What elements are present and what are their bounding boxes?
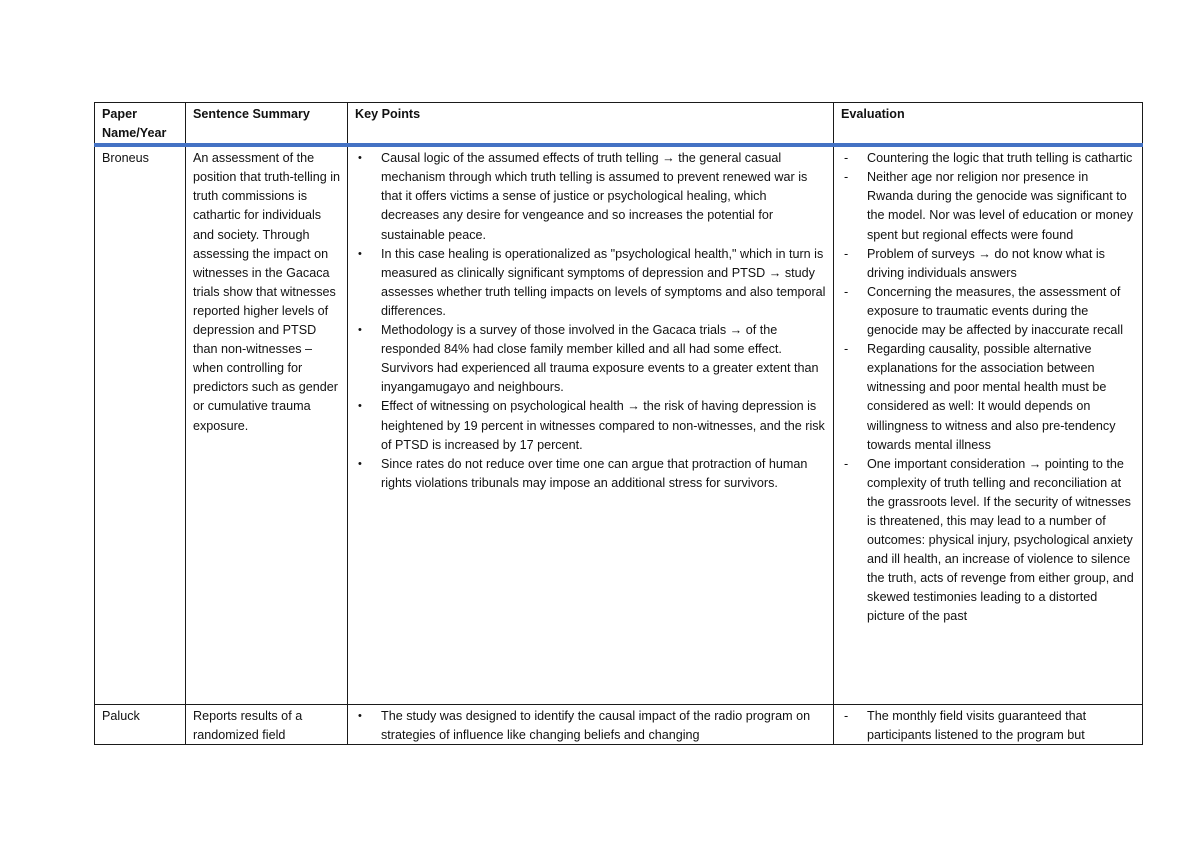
key-points-cell	[348, 145, 834, 705]
table-row	[95, 705, 1143, 745]
dash-icon: -	[844, 709, 849, 724]
evaluation-list	[841, 149, 1135, 626]
list-item	[355, 455, 826, 493]
dash-icon: -	[844, 342, 849, 357]
evaluation-clip	[841, 707, 1135, 744]
header-sentence-summary: Sentence Summary	[186, 103, 348, 146]
evaluation-text: The monthly field visits guaranteed that participants listened to the program but	[867, 709, 1087, 743]
header-evaluation: Evaluation	[834, 103, 1143, 146]
list-item	[355, 245, 826, 321]
list-item	[841, 149, 1135, 168]
paper-name-cell: Broneus	[95, 145, 186, 705]
summary-text: An assessment of the position that truth-telling in truth commissions is cathartic for individuals and society. Through assessing the impact on witnesses in the Gacaca trials show that witnesses reported higher levels of depression and PTSD than non-witnesses – when controlling for predictors such as gender or cumulative trauma exposure.	[193, 151, 341, 433]
evaluation-text: One important consideration → pointing to the complexity of truth telling and reconciliation at the grassroots level. If the security of witnesses is threatened, this may lead to a number of outcomes: physical injury, psychological anxiety and ill health, an increase of violence to silence the truth, acts of revenge from either group, and skewed testimonies leading to a distorted picture of the past	[867, 456, 1134, 624]
key-points-clip	[355, 707, 826, 744]
header-row	[95, 103, 1143, 146]
evaluation-cell	[834, 145, 1143, 705]
list-item	[355, 321, 826, 397]
key-point-text: In this case healing is operationalized as "psychological health," which in turn is measured as clinically significant symptoms of depression and PTSD → study assesses whether truth telling impacts on levels of symptoms and also temporal differences.	[381, 246, 826, 318]
key-point-text: The study was designed to identify the causal impact of the radio program on strategies of influence like changing beliefs and changing	[381, 709, 811, 743]
table-row	[95, 145, 1143, 705]
evaluation-text: Concerning the measures, the assessment of exposure to traumatic events during the genocide may be affected by inaccurate recall	[867, 284, 1123, 338]
dash-icon: -	[844, 151, 849, 166]
list-item	[841, 245, 1135, 283]
key-points-list	[355, 707, 826, 744]
evaluation-text: Countering the logic that truth telling is cathartic	[867, 151, 1133, 166]
summary-text: Reports results of a randomized field	[193, 709, 303, 743]
sentence-summary-cell	[186, 145, 348, 705]
evaluation-text: Neither age nor religion nor presence in Rwanda during the genocide was significant to the model. Nor was level of education or money spent but regional effects were found	[867, 170, 1134, 242]
evaluation-cell	[834, 705, 1143, 745]
key-point-text: Causal logic of the assumed effects of truth telling → the general casual mechanism through which truth telling is assumed to prevent renewed war is that it offers victims a sense of justice or psychological healing, which decreases any desire for vengeance and so increases the potential for sustainable peace.	[381, 151, 808, 242]
header-key-points: Key Points	[348, 103, 834, 146]
evaluation-list	[841, 707, 1135, 744]
sentence-summary-cell	[186, 705, 348, 745]
bullet-icon: •	[358, 324, 362, 337]
evaluation-text: Problem of surveys → do not know what is driving individuals answers	[867, 246, 1105, 280]
key-points-cell	[348, 705, 834, 745]
dash-icon: -	[844, 246, 849, 261]
paper-name-cell	[95, 705, 186, 745]
list-item	[841, 455, 1135, 627]
bullet-icon: •	[358, 710, 362, 723]
key-points-list	[355, 149, 826, 493]
dash-icon: -	[844, 284, 849, 299]
paper-name-text: Paluck	[102, 709, 140, 724]
key-point-text: Effect of witnessing on psychological health → the risk of having depression is heightened by 19 percent in witnesses compared to non-witnesses, and the risk of PTSD is increased by 17 percent.	[381, 399, 825, 452]
bullet-icon: •	[358, 152, 362, 165]
list-item	[841, 283, 1135, 340]
bullet-icon: •	[358, 457, 362, 470]
list-item	[355, 397, 826, 454]
list-item	[355, 149, 826, 244]
header-paper-name-year: Paper Name/Year	[95, 103, 186, 146]
key-point-text: Methodology is a survey of those involved in the Gacaca trials → of the responded 84% had close family member killed and all had some effect. Survivors had experienced all trauma exposure events to a greater extent than inyangamugayo and neighbours.	[381, 323, 819, 395]
list-item	[841, 707, 1135, 744]
list-item	[841, 340, 1135, 455]
bullet-icon: •	[358, 400, 362, 413]
dash-icon: -	[844, 456, 849, 471]
bullet-icon: •	[358, 247, 362, 260]
list-item	[355, 707, 826, 744]
dash-icon: -	[844, 170, 849, 185]
list-item	[841, 168, 1135, 244]
literature-review-table	[94, 102, 1143, 745]
evaluation-text: Regarding causality, possible alternative explanations for the association between witnessing and poor mental health must be considered as well: It would depends on willingness to witness and also pre-tendency towards mental illness	[867, 342, 1116, 452]
key-point-text: Since rates do not reduce over time one can argue that protraction of human rights violations tribunals may impose an additional stress for survivors.	[381, 456, 808, 490]
